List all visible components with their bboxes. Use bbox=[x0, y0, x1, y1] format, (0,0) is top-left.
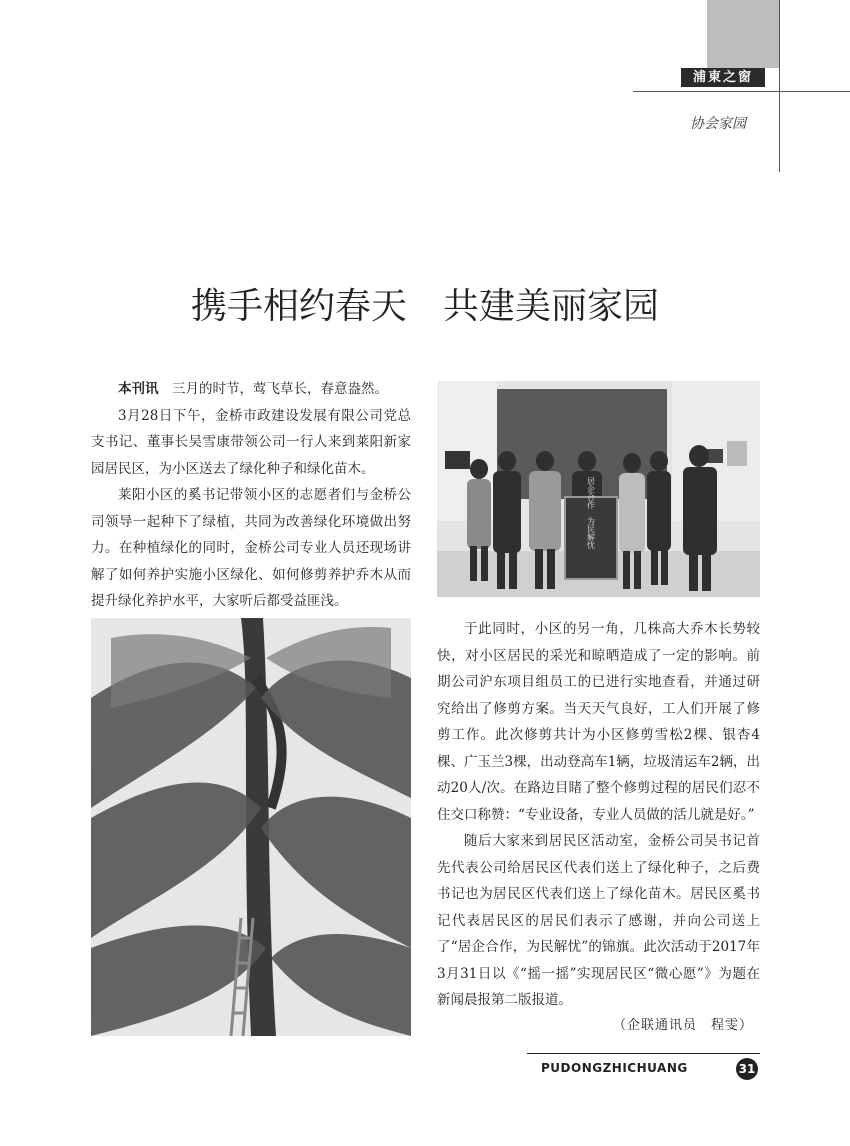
left-column bbox=[91, 376, 411, 615]
body-paragraph: 3月28日下午，金桥市政建设发展有限公司党总支书记、董事长吴雪康带领公司一行人来到莱阳新家园居民区，为小区送去了绿化种子和绿化苗木。 bbox=[91, 407, 411, 477]
lead-text: 三月的时节，莺飞草长，春意盎然。 bbox=[158, 381, 388, 397]
lead-paragraph bbox=[91, 376, 411, 403]
section-label: 协会家园 bbox=[690, 116, 746, 132]
right-column bbox=[437, 616, 760, 1014]
banner-text: 居企合作 为民解忧 bbox=[586, 477, 596, 549]
header-horizontal-rule bbox=[633, 91, 850, 92]
author-credit: （企联通讯员 程雯） bbox=[612, 1018, 753, 1033]
header-grey-tab bbox=[707, 0, 780, 68]
group-photo-illustration bbox=[437, 381, 760, 597]
tree-photo-illustration bbox=[91, 618, 411, 1036]
page-number: 31 bbox=[736, 1058, 758, 1080]
group-photo bbox=[437, 381, 760, 597]
article-title: 携手相约春天 共建美丽家园 bbox=[190, 286, 659, 327]
body-paragraph: 莱阳小区的奚书记带领小区的志愿者们与金桥公司领导一起种下了绿植，共同为改善绿化环境做出努力。在种植绿化的同时，金桥公司专业人员还现场讲解了如何养护实施小区绿化、如何修剪养护乔木从而提升绿化养护水平，大家听后都受益匪浅。 bbox=[91, 487, 411, 609]
body-paragraph: 于此同时，小区的另一角，几株高大乔木长势较快，对小区居民的采光和晾晒造成了一定的影响。前期公司沪东项目组员工的已进行实地查看，并通过研究给出了修剪方案。当天天气良好，工人们开展了修剪工作。此次修剪共计为小区修剪雪松2棵、银杏4棵、广玉兰3棵，出动登高车1辆，垃圾清运车2辆，出动20人/次。在路边目睹了整个修剪过程的居民们忍不住交口称赞：“专业设备，专业人员做的活儿就是好。” bbox=[437, 621, 760, 823]
magazine-logo: 浦東之窗 bbox=[681, 68, 765, 87]
footer-magazine-name: PUDONGZHICHUANG bbox=[541, 1061, 688, 1075]
footer-rule bbox=[527, 1053, 760, 1054]
body-paragraph: 随后大家来到居民区活动室，金桥公司吴书记首先代表公司给居民区代表们送上了绿化种子，之后费书记也为居民区代表们送上了绿化苗木。居民区奚书记代表居民区的居民们表示了感谢，并向公司送上了“居企合作，为民解忧”的锦旗。此次活动于2017年3月31日以《“摇一摇”实现居民区“微心愿”》为题在新闻晨报第二版报道。 bbox=[437, 833, 760, 1008]
tree-photo bbox=[91, 618, 411, 1036]
header-vertical-rule bbox=[779, 0, 780, 172]
lead-label: 本刊讯 bbox=[118, 381, 159, 397]
